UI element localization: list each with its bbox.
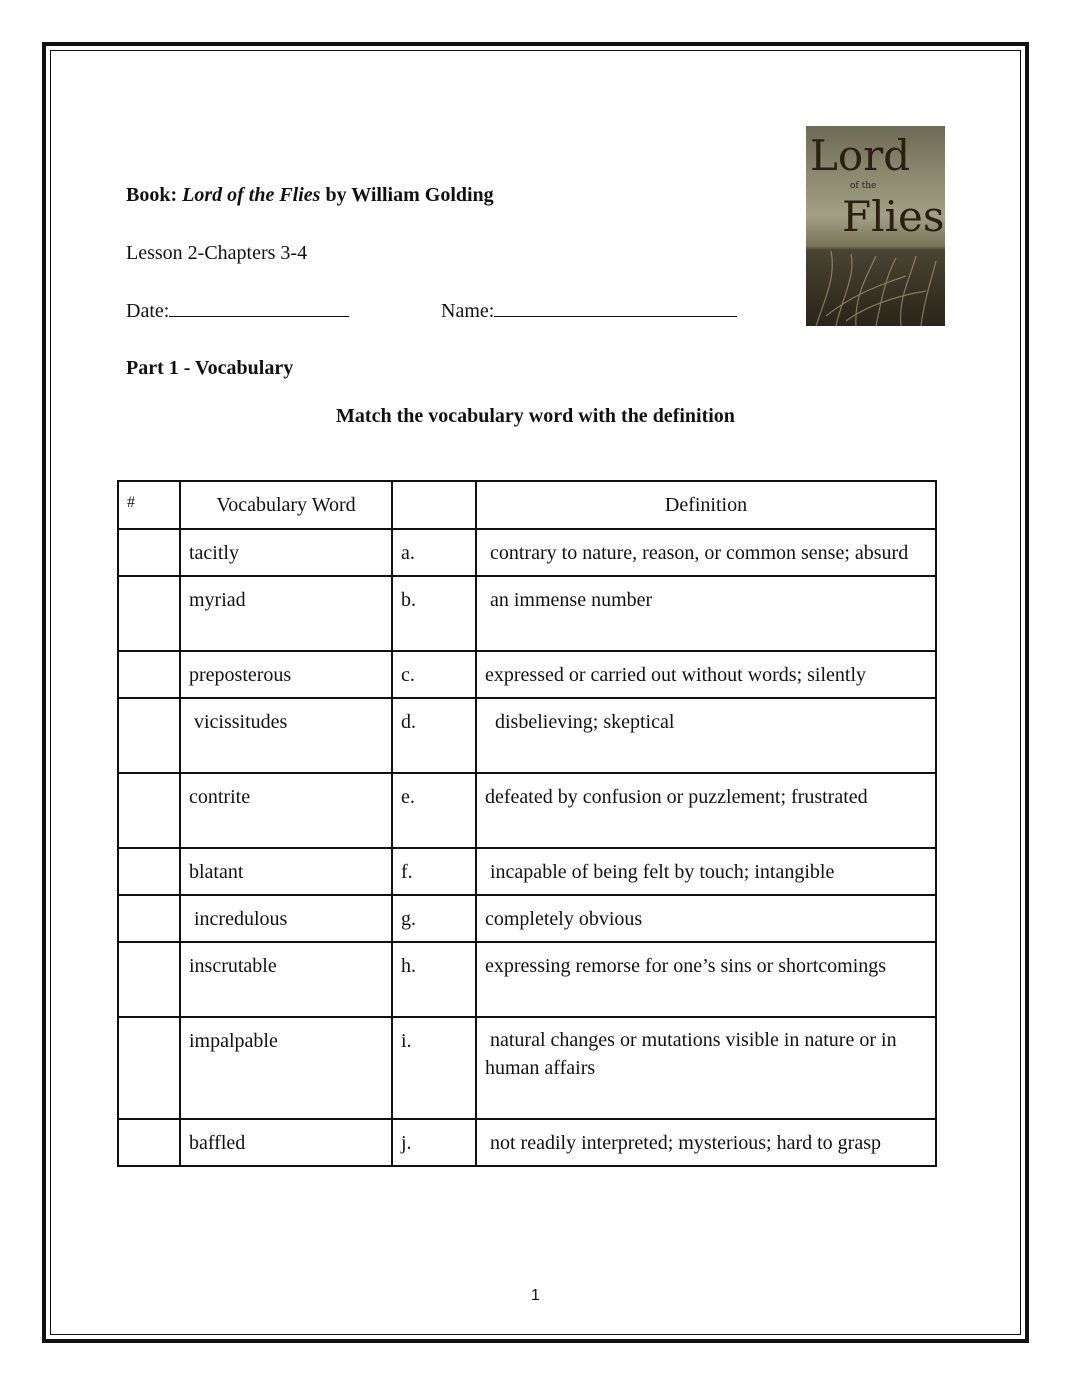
definition-letter: g. bbox=[392, 895, 476, 942]
table-header-row bbox=[118, 481, 936, 529]
table-row bbox=[118, 698, 936, 773]
book-cover-image bbox=[806, 126, 945, 326]
answer-cell[interactable] bbox=[118, 576, 180, 651]
definition-text: disbelieving; skeptical bbox=[476, 698, 936, 773]
answer-cell[interactable] bbox=[118, 895, 180, 942]
book-title: Lord of the Flies bbox=[182, 184, 321, 206]
vocab-word: myriad bbox=[180, 576, 392, 651]
definition-text: not readily interpreted; mysterious; hard to grasp bbox=[476, 1119, 936, 1166]
definition-text: expressing remorse for one’s sins or shortcomings bbox=[476, 942, 936, 1017]
table-row bbox=[118, 773, 936, 848]
definition-letter: i. bbox=[392, 1017, 476, 1119]
table-row bbox=[118, 1119, 936, 1166]
date-field[interactable] bbox=[126, 300, 349, 323]
definition-letter: b. bbox=[392, 576, 476, 651]
definition-text: an immense number bbox=[476, 576, 936, 651]
vocab-word: blatant bbox=[180, 848, 392, 895]
answer-cell[interactable] bbox=[118, 773, 180, 848]
answer-cell[interactable] bbox=[118, 698, 180, 773]
table-row bbox=[118, 848, 936, 895]
definition-text: natural changes or mutations visible in nature or in human affairs bbox=[476, 1017, 936, 1119]
date-label: Date: bbox=[126, 300, 170, 322]
date-blank[interactable] bbox=[169, 300, 349, 317]
answer-cell[interactable] bbox=[118, 651, 180, 698]
table-row bbox=[118, 895, 936, 942]
vocab-word: inscrutable bbox=[180, 942, 392, 1017]
vocab-word: impalpable bbox=[180, 1017, 392, 1119]
definition-letter: c. bbox=[392, 651, 476, 698]
vocabulary-table bbox=[117, 480, 937, 1167]
cover-title-lord: Lord bbox=[810, 131, 911, 180]
definition-text: defeated by confusion or puzzlement; frustrated bbox=[476, 773, 936, 848]
book-line bbox=[126, 184, 494, 207]
answer-cell[interactable] bbox=[118, 529, 180, 576]
definition-letter: d. bbox=[392, 698, 476, 773]
vocab-word: incredulous bbox=[180, 895, 392, 942]
answer-cell[interactable] bbox=[118, 942, 180, 1017]
name-blank[interactable] bbox=[494, 300, 737, 317]
answer-cell[interactable] bbox=[118, 1119, 180, 1166]
book-author: by William Golding bbox=[325, 184, 494, 206]
vocab-word: tacitly bbox=[180, 529, 392, 576]
header-word: Vocabulary Word bbox=[180, 481, 392, 529]
vocab-word: preposterous bbox=[180, 651, 392, 698]
table-row bbox=[118, 651, 936, 698]
answer-cell[interactable] bbox=[118, 1017, 180, 1119]
page-number: 1 bbox=[531, 1287, 540, 1304]
book-label: Book: bbox=[126, 184, 178, 206]
lesson-title: Lesson 2-Chapters 3-4 bbox=[126, 242, 308, 264]
definition-letter: j. bbox=[392, 1119, 476, 1166]
table-row bbox=[118, 1017, 936, 1119]
definition-text: incapable of being felt by touch; intangible bbox=[476, 848, 936, 895]
vocab-word: vicissitudes bbox=[180, 698, 392, 773]
definition-text: contrary to nature, reason, or common sense; absurd bbox=[476, 529, 936, 576]
vocab-word: contrite bbox=[180, 773, 392, 848]
name-label: Name: bbox=[441, 300, 495, 322]
answer-cell[interactable] bbox=[118, 848, 180, 895]
cover-title-flies: Flies bbox=[842, 192, 945, 241]
cover-title-ofthe: of the bbox=[850, 181, 877, 191]
definition-text: expressed or carried out without words; silently bbox=[476, 651, 936, 698]
name-field[interactable] bbox=[441, 300, 737, 323]
definition-text: completely obvious bbox=[476, 895, 936, 942]
definition-letter: h. bbox=[392, 942, 476, 1017]
header-number: # bbox=[118, 481, 180, 529]
definition-letter: e. bbox=[392, 773, 476, 848]
instruction: Match the vocabulary word with the definition bbox=[336, 405, 735, 427]
header-definition: Definition bbox=[476, 481, 936, 529]
definition-letter: f. bbox=[392, 848, 476, 895]
table-row bbox=[118, 576, 936, 651]
vocab-word: baffled bbox=[180, 1119, 392, 1166]
header-letter bbox=[392, 481, 476, 529]
table-row bbox=[118, 942, 936, 1017]
table-row bbox=[118, 529, 936, 576]
part-heading: Part 1 - Vocabulary bbox=[126, 357, 294, 379]
definition-letter: a. bbox=[392, 529, 476, 576]
